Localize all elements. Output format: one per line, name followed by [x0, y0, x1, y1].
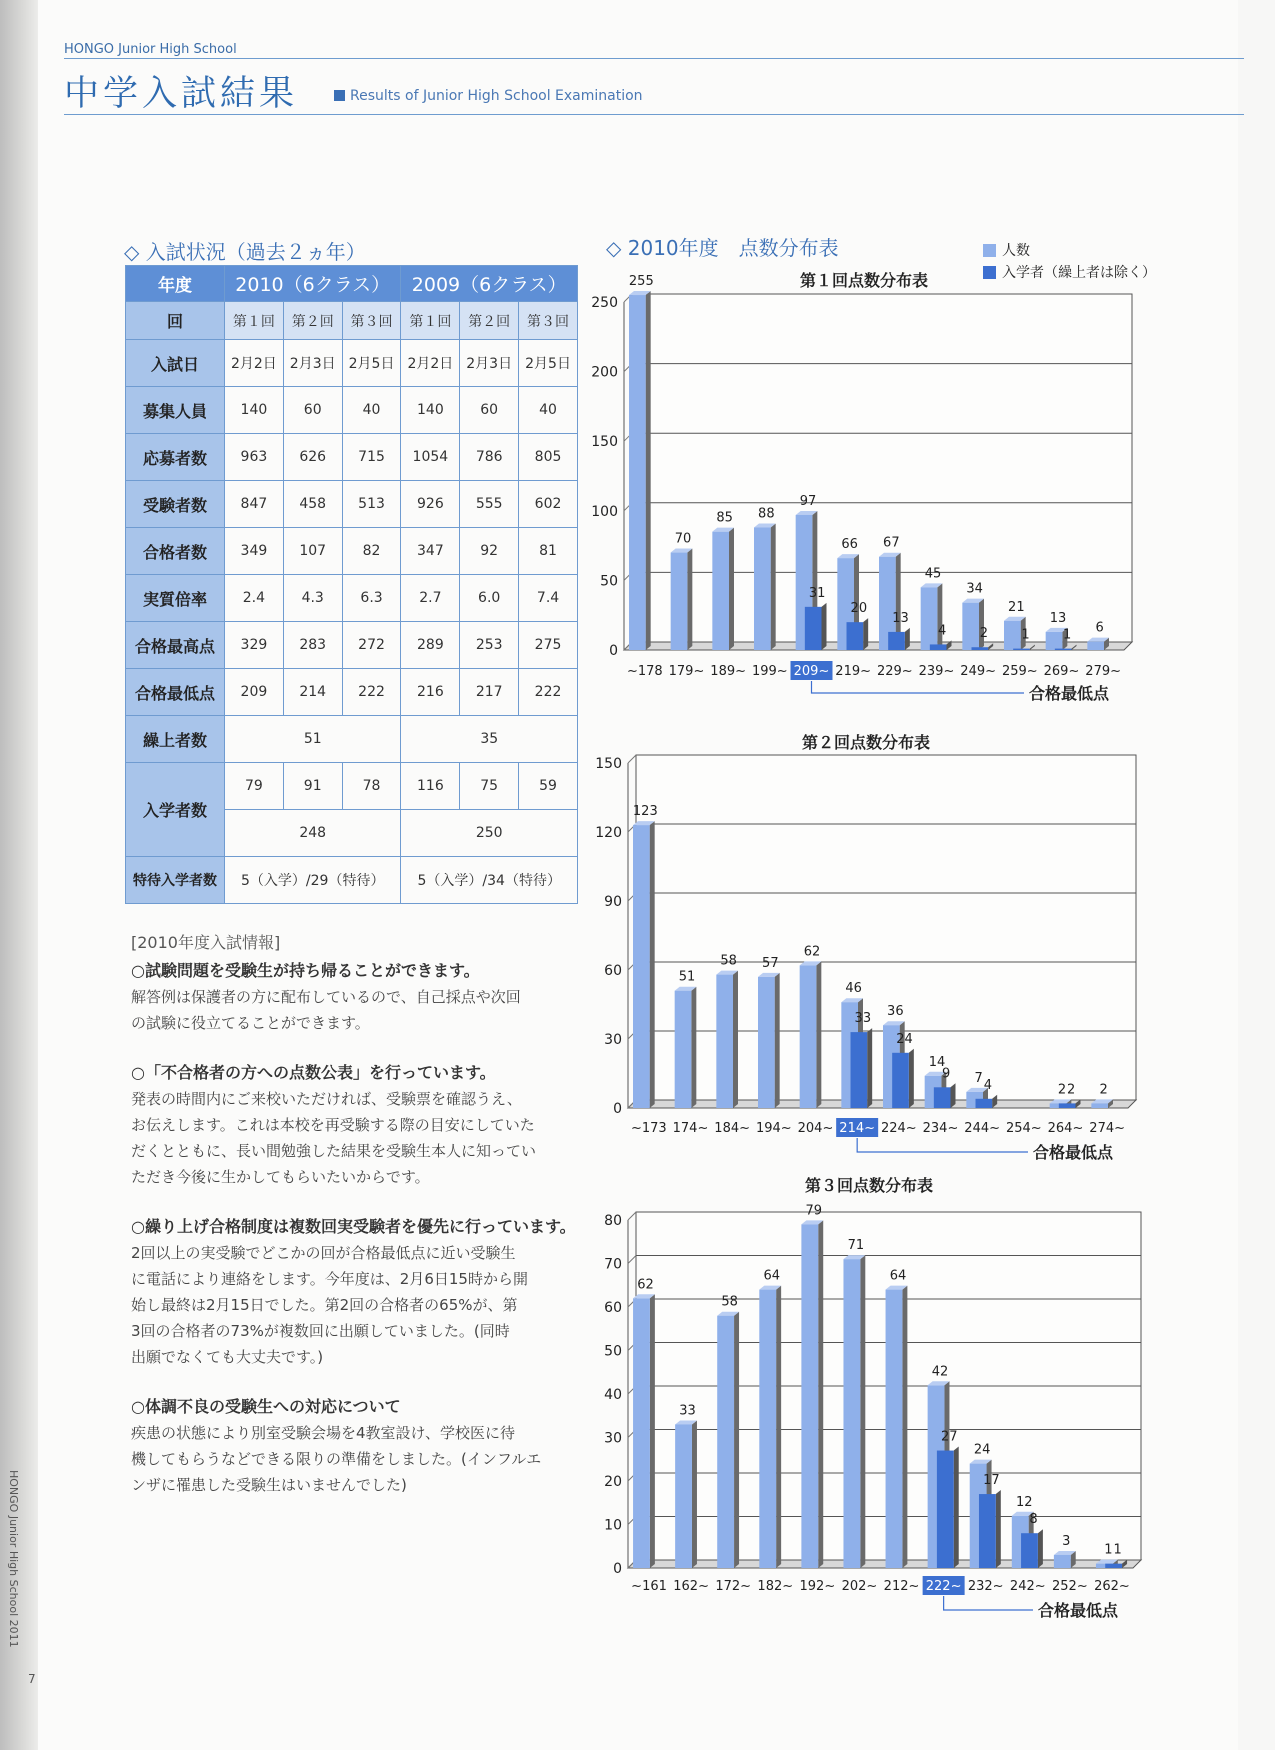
info-bracket: [2010年度入試情報] [131, 933, 281, 952]
bar-enrolled [972, 647, 989, 650]
table-cell: 5（入学）/29（特待） [225, 857, 401, 904]
bar-side [646, 291, 651, 650]
x-tick-label: 174~ [672, 1121, 709, 1136]
bar-value-label: 70 [674, 531, 692, 547]
bar-count [800, 965, 817, 1108]
bar-count [675, 1424, 692, 1568]
bar-value-label: 62 [803, 944, 821, 960]
bar-value-label: 67 [883, 535, 900, 551]
info-line: 疾患の状態により別室受験会場を4教室設け、学校医に待 [131, 1424, 515, 1442]
bar-value-label: 8 [1029, 1512, 1038, 1528]
bar-value-label: 71 [847, 1238, 865, 1254]
info-line: 解答例は保護者の方に配布しているので、自己採点や次回 [131, 988, 521, 1006]
table-cell: 272 [342, 622, 401, 669]
y-tick-label: 50 [600, 573, 618, 590]
x-tick-label-highlight: 214~ [839, 1121, 876, 1136]
x-tick-label: 242~ [1009, 1579, 1046, 1594]
bar-side [734, 1312, 739, 1568]
bar-value-label: 21 [1008, 599, 1025, 615]
bar-side [818, 1220, 823, 1568]
y-tick-label: 120 [595, 825, 622, 841]
table-cell: 250 [401, 810, 578, 857]
info-heading: ○体調不良の受験生への対応について [131, 1397, 401, 1416]
info-line: 始し最終は2月15日でした。第2回の合格者の65%が、第 [131, 1296, 518, 1314]
bar-value-label: 34 [966, 581, 983, 597]
bar-side [650, 821, 655, 1108]
info-heading: ○「不合格者の方への点数公表」を行っています。 [131, 1063, 496, 1082]
info-line: ただき今後に生かしてもらいたいからです。 [131, 1168, 430, 1186]
x-tick-label: 192~ [799, 1579, 836, 1594]
y-tick-label: 150 [591, 434, 618, 451]
x-tick-label: 279~ [1085, 664, 1122, 679]
bar-enrolled [847, 622, 864, 650]
y-tick-label: 10 [604, 1517, 622, 1534]
table-cell: 51 [225, 716, 401, 763]
y-tick-label: 200 [591, 364, 618, 381]
bar-side [909, 1049, 914, 1108]
bar-value-label: 58 [721, 1294, 738, 1310]
bar-value-label: 1 [1113, 1542, 1122, 1558]
x-tick-label: 182~ [757, 1579, 794, 1594]
bar-enrolled [930, 644, 947, 650]
bar-enrolled [1013, 649, 1030, 650]
table-cell: 116 [401, 763, 460, 810]
table-cell: 2月3日 [283, 340, 342, 387]
bar-value-label: 46 [845, 981, 862, 997]
info-line: の試験に役立てることができます。 [131, 1014, 370, 1032]
bar-value-label: 255 [628, 274, 654, 290]
exam-status-heading: ◇ 入試状況（過去２ヵ年） [124, 240, 366, 264]
bar-value-label: 36 [887, 1004, 904, 1020]
bar-value-label: 9 [942, 1066, 951, 1082]
bar-side [687, 549, 692, 650]
bar-count [759, 1290, 776, 1568]
info-line: 出願でなくても大丈夫です。) [131, 1348, 324, 1366]
bar-count [1087, 642, 1104, 650]
chart-1-title: 第１回点数分布表 [800, 271, 929, 290]
annotation-label: 合格最低点 [1033, 1143, 1114, 1162]
round-cell: 第２回 [460, 302, 519, 340]
bar-enrolled [888, 632, 905, 650]
table-cell: 60 [283, 387, 342, 434]
x-tick-label: ~173 [630, 1121, 667, 1136]
chart-2-title: 第２回点数分布表 [802, 733, 931, 752]
table-cell: 329 [225, 622, 284, 669]
gridline-bevel [628, 755, 636, 763]
bar-count [962, 603, 979, 650]
y-tick-label: 150 [595, 756, 622, 772]
bar-side [822, 603, 827, 650]
table-cell: 2月5日 [519, 340, 578, 387]
bar-value-label: 14 [928, 1054, 946, 1070]
x-tick-label-highlight: 222~ [925, 1579, 962, 1594]
table-cell: 75 [460, 763, 519, 810]
bar-side [733, 971, 738, 1108]
table-cell: 140 [225, 387, 284, 434]
table-cell: 847 [225, 481, 284, 528]
bar-enrolled [805, 607, 822, 650]
x-tick-label: 252~ [1052, 1579, 1088, 1594]
bar-value-label: 42 [931, 1364, 949, 1380]
bar-enrolled [937, 1451, 954, 1568]
x-tick-label: 219~ [835, 664, 872, 679]
x-tick-label: 232~ [967, 1579, 1004, 1594]
x-tick-label: 212~ [883, 1579, 920, 1594]
table-cell: 275 [519, 622, 578, 669]
bar-side [691, 987, 696, 1108]
x-tick-label: 264~ [1047, 1121, 1084, 1136]
bar-value-label: 6 [1095, 620, 1104, 636]
table-cell: 209 [225, 669, 284, 716]
gridline-bevel [628, 1212, 636, 1220]
table-cell: 2月5日 [342, 340, 401, 387]
school-name: HONGO Junior High School [64, 42, 237, 57]
side-running-text: HONGO Junior High School 2011 [7, 1470, 20, 1648]
bar-count [629, 295, 646, 650]
row-label: 合格者数 [126, 528, 225, 575]
bar-value-label: 24 [896, 1031, 913, 1047]
table-cell: 602 [519, 481, 578, 528]
bar-value-label: 12 [1015, 1494, 1033, 1510]
legend-label: 入学者（繰上者は除く） [1002, 265, 1156, 281]
round-cell: 第１回 [225, 302, 284, 340]
table-cell: 963 [225, 434, 284, 481]
bar-value-label: 64 [763, 1268, 780, 1284]
x-tick-label: 249~ [960, 664, 997, 679]
year-header: 年度 [126, 266, 225, 302]
bar-value-label: 2 [1099, 1082, 1108, 1098]
bar-value-label: 4 [938, 623, 947, 639]
bar-value-label: 31 [808, 585, 826, 601]
y-tick-label: 80 [604, 1213, 622, 1229]
bar-side [996, 1490, 1001, 1568]
y-tick-label: 30 [604, 1032, 622, 1048]
row-label: 募集人員 [126, 387, 225, 434]
y-tick-label: 40 [604, 1387, 622, 1403]
row-label: 合格最低点 [126, 669, 225, 716]
bar-value-label: 97 [799, 493, 817, 509]
x-tick-label: 202~ [841, 1579, 878, 1594]
bar-count [712, 532, 729, 650]
y-tick-label: 100 [591, 503, 618, 520]
annotation-leader-line [857, 1138, 1028, 1152]
bar-value-label: 51 [678, 969, 696, 985]
x-tick-label: 229~ [876, 664, 913, 679]
y-tick-label: 0 [613, 1561, 622, 1577]
bar-count [671, 553, 688, 650]
bar-enrolled [851, 1032, 868, 1108]
bar-enrolled [1059, 1103, 1076, 1108]
bar-value-label: 17 [983, 1473, 1000, 1489]
bar-count [633, 825, 650, 1108]
y-tick-label: 30 [604, 1430, 622, 1447]
bar-count [758, 977, 775, 1108]
bar-value-label: 27 [941, 1429, 958, 1445]
bar-value-label: 24 [973, 1442, 991, 1458]
info-line: 発表の時間内にご来校いただければ、受験票を確認うえ、 [131, 1090, 522, 1108]
table-cell: 248 [225, 810, 401, 857]
bar-value-label: 66 [841, 537, 858, 553]
bar-enrolled [934, 1087, 951, 1108]
table-cell: 458 [283, 481, 342, 528]
info-line: に電話により連絡をします。今年度は、2月6日15時から開 [131, 1270, 528, 1288]
bar-value-label: 13 [1049, 610, 1067, 626]
bar-value-label: 2 [1057, 1082, 1067, 1098]
bar-value-label: 2 [979, 626, 988, 642]
annotation-label: 合格最低点 [1029, 684, 1110, 703]
y-tick-label: 70 [604, 1256, 622, 1273]
bar-count [716, 975, 733, 1108]
table-cell: 222 [519, 669, 578, 716]
bar-value-label: 64 [889, 1268, 907, 1284]
table-cell: 79 [225, 763, 284, 810]
bar-side [863, 618, 868, 650]
y-tick-label: 20 [604, 1474, 622, 1490]
table-cell: 2月2日 [225, 340, 284, 387]
x-tick-label: 162~ [673, 1579, 709, 1594]
info-line: 2回以上の実受験でどこかの回が合格最低点に近い受験生 [131, 1244, 516, 1262]
bar-value-label: 85 [716, 510, 733, 526]
row-label: 合格最高点 [126, 622, 225, 669]
table-cell: 140 [401, 387, 460, 434]
y-tick-label: 0 [609, 643, 618, 659]
table-cell: 283 [283, 622, 342, 669]
bar-enrolled [1105, 1564, 1122, 1568]
table-cell: 6.3 [342, 575, 401, 622]
table-cell: 91 [283, 763, 342, 810]
table-cell: 926 [401, 481, 460, 528]
score-section-heading: ◇ 2010年度 点数分布表 [606, 236, 839, 260]
bar-enrolled [976, 1099, 993, 1108]
table-cell: 513 [342, 481, 401, 528]
table-cell: 2.4 [225, 575, 284, 622]
y-tick-label: 50 [604, 1343, 622, 1360]
bar-value-label: 7 [974, 1070, 983, 1086]
bar-count [886, 1290, 903, 1568]
y-tick-label: 60 [604, 1300, 622, 1316]
bar-count [921, 587, 938, 650]
bar-count [717, 1316, 734, 1568]
round-cell: 第３回 [342, 302, 401, 340]
bar-enrolled [979, 1494, 996, 1568]
table-cell: 59 [519, 763, 578, 810]
x-tick-label: 234~ [922, 1121, 959, 1136]
bar-side [937, 583, 942, 650]
annotation-leader-line [812, 681, 1025, 693]
table-cell: 2月3日 [460, 340, 519, 387]
bar-enrolled [892, 1053, 909, 1108]
x-tick-label: 179~ [668, 664, 705, 679]
bar-value-label: 4 [983, 1077, 992, 1093]
legend-label: 人数 [1002, 243, 1030, 259]
table-cell: 216 [401, 669, 460, 716]
x-tick-label: ~161 [631, 1579, 667, 1594]
bar-side [650, 1294, 655, 1568]
table-cell: 4.3 [283, 575, 342, 622]
table-cell: 805 [519, 434, 578, 481]
x-tick-label: 172~ [715, 1579, 752, 1594]
bar-side [729, 528, 734, 650]
x-tick-label: 194~ [755, 1121, 792, 1136]
chart-3-title: 第３回点数分布表 [805, 1176, 934, 1195]
table-cell: 555 [460, 481, 519, 528]
bar-value-label: 57 [762, 955, 779, 971]
y-tick-label: 0 [613, 1101, 622, 1117]
bar-value-label: 45 [924, 566, 942, 582]
bar-side [776, 1286, 781, 1568]
table-cell: 2月2日 [401, 340, 460, 387]
table-cell: 349 [225, 528, 284, 575]
table-cell: 40 [519, 387, 578, 434]
x-tick-label: 244~ [964, 1121, 1001, 1136]
table-cell: 5（入学）/34（特待） [401, 857, 578, 904]
bar-value-label: 79 [805, 1203, 823, 1219]
row-label: 受験者数 [126, 481, 225, 528]
table-cell: 347 [401, 528, 460, 575]
x-tick-label: 274~ [1089, 1121, 1126, 1136]
info-line: ンザに罹患した受験生はいませんでした) [131, 1476, 407, 1494]
row-label: 入学者数 [126, 763, 225, 857]
bar-side [816, 961, 821, 1108]
page-number: 7 [28, 1672, 36, 1686]
annotation-label: 合格最低点 [1038, 1601, 1119, 1620]
info-heading: ○繰り上げ合格制度は複数回実受験者を優先に行っています。 [131, 1217, 576, 1236]
x-tick-label: 184~ [714, 1121, 751, 1136]
bar-value-label: 13 [892, 610, 909, 626]
bar-side [771, 524, 776, 650]
bar-side [979, 599, 984, 650]
gridline-bevel [628, 1256, 636, 1264]
table-cell: 60 [460, 387, 519, 434]
x-tick-label: 262~ [1094, 1579, 1130, 1594]
bar-value-label: 2 [1067, 1082, 1076, 1098]
x-tick-label-highlight: 209~ [793, 664, 830, 679]
bar-count [754, 528, 771, 650]
table-cell: 40 [342, 387, 401, 434]
bar-value-label: 1 [1104, 1542, 1113, 1558]
bar-value-label: 20 [850, 601, 868, 617]
annotation-leader-line [944, 1596, 1033, 1610]
round-cell: 第３回 [519, 302, 578, 340]
info-heading: ○試験問題を受験生が持ち帰ることができます。 [131, 961, 480, 980]
x-tick-label: 189~ [710, 664, 747, 679]
x-tick-label: ~178 [626, 664, 663, 679]
table-cell: 222 [342, 669, 401, 716]
bar-enrolled [1021, 1533, 1038, 1568]
bar-count [633, 1298, 650, 1568]
y-tick-label: 90 [604, 894, 622, 910]
table-cell: 253 [460, 622, 519, 669]
bar-count [1091, 1103, 1108, 1108]
y-tick-label: 60 [604, 963, 622, 979]
bar-count [1004, 621, 1021, 650]
x-tick-label: 199~ [751, 664, 788, 679]
info-line: だくとともに、長い間勉強した結果を受験生本人に知ってい [131, 1142, 537, 1160]
table-cell: 82 [342, 528, 401, 575]
table-cell: 92 [460, 528, 519, 575]
year-2009-header: 2009（6クラス） [401, 266, 578, 302]
table-cell: 35 [401, 716, 578, 763]
table-cell: 1054 [401, 434, 460, 481]
table-cell: 626 [283, 434, 342, 481]
x-tick-label: 224~ [880, 1121, 917, 1136]
row-label: 特待入学者数 [126, 857, 225, 904]
bar-value-label: 33 [854, 1011, 872, 1027]
x-tick-label: 239~ [918, 664, 955, 679]
year-2010-header: 2010（6クラス） [225, 266, 401, 302]
bar-value-label: 1 [1063, 627, 1072, 643]
bar-value-label: 33 [679, 1403, 696, 1419]
bar-count [675, 991, 692, 1108]
table-cell: 2.7 [401, 575, 460, 622]
bar-side [954, 1447, 959, 1568]
x-tick-label: 259~ [1001, 664, 1038, 679]
info-line: 3回の合格者の73%が複数回に出願していました。(同時 [131, 1322, 510, 1340]
round-header: 回 [126, 302, 225, 340]
bar-value-label: 62 [637, 1277, 654, 1293]
bar-side [951, 1083, 956, 1108]
bar-enrolled [1055, 649, 1072, 650]
page-title: 中学入試結果 [64, 74, 299, 114]
bar-value-label: 88 [758, 506, 775, 522]
bar-count [1054, 1555, 1071, 1568]
bar-side [1038, 1529, 1043, 1568]
round-cell: 第２回 [283, 302, 342, 340]
bar-value-label: 58 [720, 953, 737, 969]
x-tick-label: 204~ [797, 1121, 834, 1136]
info-line: 機してもらうなどできる限りの準備をしました。(インフルエ [131, 1450, 542, 1468]
y-tick-label: 250 [591, 295, 618, 311]
table-cell: 715 [342, 434, 401, 481]
row-label: 実質倍率 [126, 575, 225, 622]
row-label: 応募者数 [126, 434, 225, 481]
bar-side [775, 973, 780, 1108]
bar-count [843, 1259, 860, 1568]
bar-side [867, 1028, 872, 1108]
bar-side [902, 1286, 907, 1568]
table-cell: 786 [460, 434, 519, 481]
row-label: 繰上者数 [126, 716, 225, 763]
table-cell: 81 [519, 528, 578, 575]
info-line: お伝えします。これは本校を再受験する際の目安にしていた [131, 1116, 535, 1134]
x-tick-label: 254~ [1005, 1121, 1042, 1136]
table-cell: 217 [460, 669, 519, 716]
round-cell: 第１回 [401, 302, 460, 340]
bar-count [1046, 632, 1063, 650]
bar-value-label: 3 [1062, 1533, 1071, 1549]
bar-value-label: 1 [1021, 627, 1030, 643]
subtitle-text: Results of Junior High School Examination [350, 88, 643, 104]
bar-count [801, 1224, 818, 1568]
bar-side [860, 1255, 865, 1568]
table-cell: 107 [283, 528, 342, 575]
table-cell: 214 [283, 669, 342, 716]
table-cell: 7.4 [519, 575, 578, 622]
x-tick-label: 269~ [1043, 664, 1080, 679]
table-cell: 289 [401, 622, 460, 669]
table-cell: 78 [342, 763, 401, 810]
bar-side [692, 1420, 697, 1568]
bar-value-label: 123 [632, 804, 658, 820]
table-cell: 6.0 [460, 575, 519, 622]
row-label: 入試日 [126, 340, 225, 387]
